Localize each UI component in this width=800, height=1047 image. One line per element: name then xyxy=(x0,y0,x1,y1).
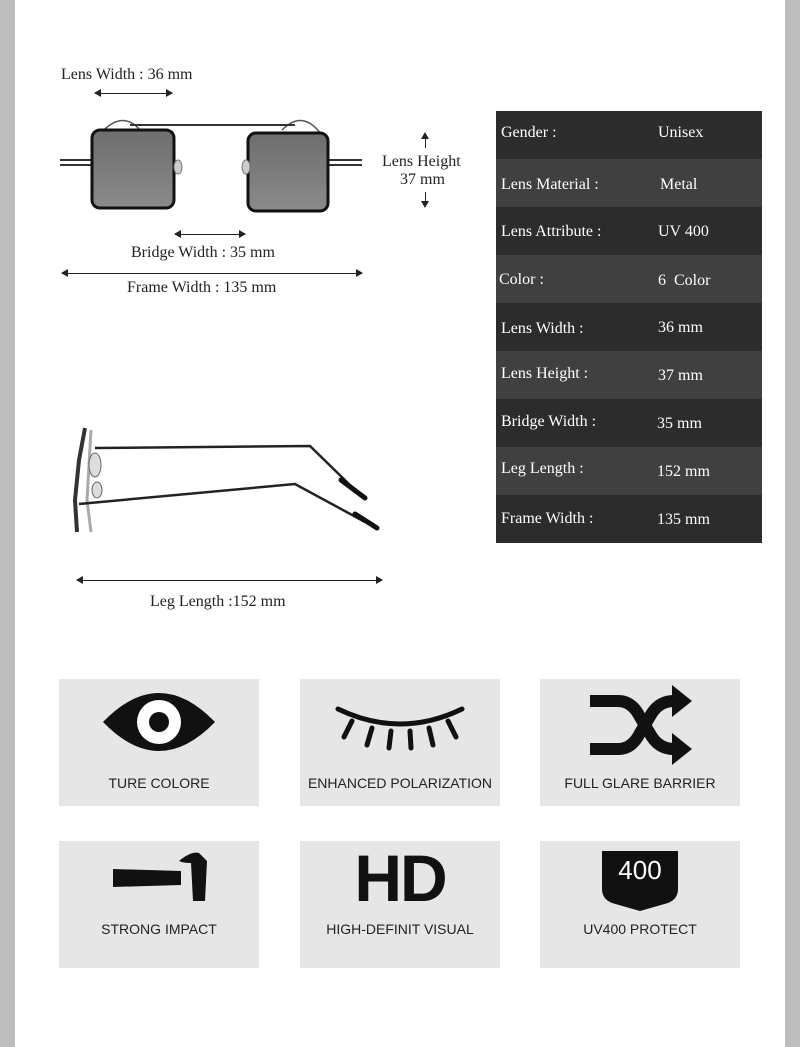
glasses-front-image xyxy=(50,105,370,225)
spec-row-lens-width xyxy=(496,303,762,351)
spec-row-leg-length xyxy=(496,447,762,495)
spec-row-frame-width xyxy=(496,495,762,543)
spec-key: Leg Length : xyxy=(501,460,584,477)
spec-row-color xyxy=(496,255,762,303)
spec-table xyxy=(496,111,762,543)
lens-height-arrow-up xyxy=(425,134,426,148)
feature-label: TURE COLORE xyxy=(108,775,210,791)
bridge-width-label: Bridge Width : 35 mm xyxy=(131,244,275,261)
lens-height-label: Lens Height xyxy=(382,153,461,170)
shield-text: 400 xyxy=(618,855,662,885)
spec-row-lens-attribute xyxy=(496,207,762,255)
feature-uv400-protect xyxy=(540,841,740,968)
eye-icon xyxy=(59,679,259,769)
feature-high-definition xyxy=(300,841,500,968)
feature-strong-impact xyxy=(59,841,259,968)
spec-value: 135 mm xyxy=(657,511,710,528)
feature-label: UV400 PROTECT xyxy=(583,921,697,937)
left-border xyxy=(0,0,15,1047)
feature-label: ENHANCED POLARIZATION xyxy=(307,775,493,791)
spec-key: Gender : xyxy=(501,124,557,141)
spec-row-lens-height xyxy=(496,351,762,399)
frame-width-label: Frame Width : 135 mm xyxy=(127,279,277,296)
spec-value: Metal xyxy=(660,176,698,193)
frame-width-arrow xyxy=(62,273,362,274)
lens-height-arrow-down xyxy=(425,192,426,206)
spec-row-lens-material xyxy=(496,159,762,207)
bridge-width-arrow xyxy=(175,234,245,235)
spec-value: 6 Color xyxy=(658,272,711,289)
lens-height-value: 37 mm xyxy=(400,171,445,188)
hd-icon: HD xyxy=(354,841,446,915)
spec-value: 35 mm xyxy=(657,415,702,432)
spec-value: UV 400 xyxy=(658,223,709,240)
spec-key: Lens Width : xyxy=(501,320,584,337)
spec-row-gender xyxy=(496,111,762,159)
feature-full-glare-barrier xyxy=(540,679,740,806)
spec-value: 152 mm xyxy=(657,463,710,480)
spec-key: Bridge Width : xyxy=(501,413,597,430)
glasses-side-image xyxy=(65,420,385,545)
spec-key: Frame Width : xyxy=(501,510,594,527)
eyelash-icon xyxy=(300,679,500,769)
spec-value: 36 mm xyxy=(658,319,703,336)
spec-value: Unisex xyxy=(658,124,704,141)
spec-key: Lens Attribute : xyxy=(501,223,602,240)
spec-row-bridge-width xyxy=(496,399,762,447)
right-border xyxy=(785,0,800,1047)
feature-label: HIGH-DEFINIT VISUAL xyxy=(326,921,474,937)
shuffle-arrows-icon xyxy=(540,679,740,769)
feature-label: FULL GLARE BARRIER xyxy=(564,775,716,791)
spec-key: Color : xyxy=(499,271,544,288)
spec-key: Lens Material : xyxy=(501,176,599,193)
lens-width-arrow xyxy=(95,93,172,94)
feature-true-color xyxy=(59,679,259,806)
lens-width-label: Lens Width : 36 mm xyxy=(61,66,193,83)
feature-label: STRONG IMPACT xyxy=(101,921,217,937)
leg-length-label: Leg Length :152 mm xyxy=(150,593,286,610)
hammer-icon xyxy=(59,841,259,931)
leg-length-arrow xyxy=(77,580,382,581)
spec-key: Lens Height : xyxy=(501,365,589,382)
spec-value: 37 mm xyxy=(658,367,703,384)
feature-enhanced-polarization xyxy=(300,679,500,806)
